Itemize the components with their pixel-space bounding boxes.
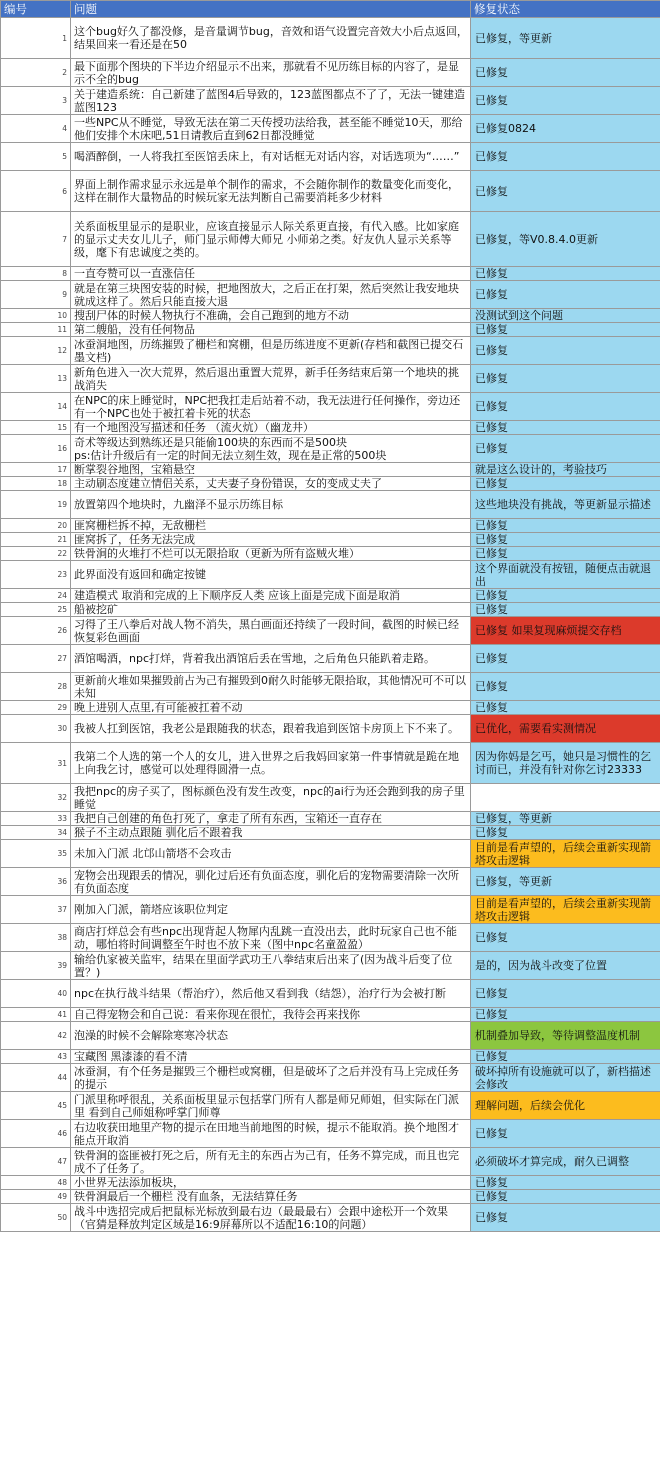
status-cell[interactable]: 已修复，等V0.8.4.0更新 — [471, 212, 660, 267]
row-number[interactable]: 17 — [1, 463, 71, 477]
status-cell[interactable]: 已修复 — [471, 365, 660, 393]
row-number[interactable]: 26 — [1, 617, 71, 645]
status-cell[interactable]: 已修复 — [471, 701, 660, 715]
row-number[interactable]: 39 — [1, 952, 71, 980]
table-row[interactable] — [1, 1050, 660, 1064]
table-row[interactable] — [1, 840, 660, 868]
issue-cell[interactable]: 自己得宠物会和自己说：看来你现在很忙，我待会再来找你 — [71, 1008, 471, 1022]
row-number[interactable]: 42 — [1, 1022, 71, 1050]
table-row[interactable] — [1, 477, 660, 491]
row-number[interactable]: 25 — [1, 603, 71, 617]
header-row — [1, 1, 660, 18]
issue-cell[interactable]: 右边收获田地里产物的提示在田地当前地图的时候，提示不能取消。换个地图才能点开取消 — [71, 1120, 471, 1148]
table-row[interactable] — [1, 309, 660, 323]
table-row[interactable] — [1, 463, 660, 477]
header-no[interactable]: 编号 — [1, 1, 71, 18]
status-cell[interactable]: 已修复 如果复现麻烦提交存档 — [471, 617, 660, 645]
issue-cell[interactable]: 就是在第三块图安装的时候，把地图放大，之后正在打架，然后突然让我安地块 就成这样了。然后只能直接大退 — [71, 281, 471, 309]
issue-cell[interactable]: 酒馆喝酒，npc打烊，背着我出酒馆后丢在雪地，之后角色只能趴着走路。 — [71, 645, 471, 673]
issue-cell[interactable]: 最下面那个图块的下半边介绍显示不出来，那就看不见历练目标的内容了，是显示不全的bug — [71, 59, 471, 87]
row-number[interactable]: 50 — [1, 1204, 71, 1232]
row-number[interactable]: 23 — [1, 561, 71, 589]
issue-cell[interactable]: 此界面没有返回和确定按键 — [71, 561, 471, 589]
table-row[interactable] — [1, 547, 660, 561]
issue-cell[interactable]: 猴子不主动点跟随 驯化后不跟着我 — [71, 826, 471, 840]
issue-cell[interactable]: 我把自己创建的角色打死了，拿走了所有东西，宝箱还一直存在 — [71, 812, 471, 826]
row-number[interactable]: 31 — [1, 743, 71, 784]
status-cell[interactable]: 已修复 — [471, 519, 660, 533]
status-cell[interactable]: 已修复 — [471, 1120, 660, 1148]
row-number[interactable]: 45 — [1, 1092, 71, 1120]
issue-cell[interactable]: 新角色进入一次大荒界，然后退出重置大荒界，新手任务结束后第一个地块的挑战消失 — [71, 365, 471, 393]
row-number[interactable]: 49 — [1, 1190, 71, 1204]
status-cell[interactable]: 已优化，需要看实测情况 — [471, 715, 660, 743]
status-cell[interactable]: 已修复 — [471, 477, 660, 491]
table-row[interactable] — [1, 1008, 660, 1022]
row-number[interactable]: 36 — [1, 868, 71, 896]
issue-cell[interactable]: 冰蚕洞地图，历练摧毁了栅栏和窝棚，但是历练进度不更新(存档和截图已提交石墨文档) — [71, 337, 471, 365]
issue-cell[interactable]: 这个bug好久了都没修，是音量调节bug，音效和语气设置完音效大小后点返回，结果回来一看还是在50 — [71, 18, 471, 59]
table-row[interactable] — [1, 1120, 660, 1148]
row-number[interactable]: 12 — [1, 337, 71, 365]
row-number[interactable]: 1 — [1, 18, 71, 59]
table-row[interactable] — [1, 952, 660, 980]
issue-cell[interactable]: 输给仇家被关监牢，结果在里面学武功王八拳结束后出来了(因为战斗后变了位置？) — [71, 952, 471, 980]
status-cell[interactable]: 已修复 — [471, 59, 660, 87]
table-row[interactable] — [1, 826, 660, 840]
issue-cell[interactable]: 我第二个人选的第一个人的女儿，进入世界之后我妈回家第一件事情就是跪在地上向我乞讨，感觉可以处理得圆滑一点。 — [71, 743, 471, 784]
issue-cell[interactable]: 小世界无法添加板块， — [71, 1176, 471, 1190]
status-cell[interactable]: 已修复，等更新 — [471, 18, 660, 59]
table-row[interactable] — [1, 896, 660, 924]
table-row[interactable] — [1, 1204, 660, 1232]
status-cell[interactable]: 已修复 — [471, 673, 660, 701]
row-number[interactable]: 24 — [1, 589, 71, 603]
table-row[interactable] — [1, 212, 660, 267]
table-row[interactable] — [1, 1092, 660, 1120]
status-cell[interactable]: 已修复0824 — [471, 115, 660, 143]
issue-cell[interactable]: 未加入门派 北邙山箭塔不会攻击 — [71, 840, 471, 868]
status-cell[interactable]: 已修复 — [471, 323, 660, 337]
table-row[interactable] — [1, 715, 660, 743]
row-number[interactable]: 3 — [1, 87, 71, 115]
row-number[interactable]: 8 — [1, 267, 71, 281]
status-cell[interactable]: 破坏掉所有设施就可以了，新档描述会修改 — [471, 1064, 660, 1092]
status-cell[interactable]: 已修复 — [471, 337, 660, 365]
row-number[interactable]: 20 — [1, 519, 71, 533]
status-cell[interactable] — [471, 784, 660, 812]
table-row[interactable] — [1, 171, 660, 212]
table-row[interactable] — [1, 1022, 660, 1050]
table-row[interactable] — [1, 435, 660, 463]
row-number[interactable]: 6 — [1, 171, 71, 212]
table-row[interactable] — [1, 980, 660, 1008]
status-cell[interactable]: 这些地块没有挑战，等更新显示描述 — [471, 491, 660, 519]
issue-cell[interactable]: 关于建造系统：自己新建了蓝图4后导致的，123蓝图都点不了了，无法一键建造蓝图123 — [71, 87, 471, 115]
table-row[interactable] — [1, 673, 660, 701]
issue-cell[interactable]: 建造模式 取消和完成的上下顺序反人类 应该上面是完成下面是取消 — [71, 589, 471, 603]
issue-cell[interactable]: 更新前火堆如果摧毁前占为己有摧毁到0耐久时能够无限拾取，其他情况可不可以未知 — [71, 673, 471, 701]
status-cell[interactable]: 已修复 — [471, 645, 660, 673]
row-number[interactable]: 11 — [1, 323, 71, 337]
row-number[interactable]: 35 — [1, 840, 71, 868]
table-row[interactable] — [1, 87, 660, 115]
status-cell[interactable]: 是的，因为战斗改变了位置 — [471, 952, 660, 980]
row-number[interactable]: 30 — [1, 715, 71, 743]
issue-cell[interactable]: 搜刮尸体的时候人物执行不准确，会自己跑到的地方不动 — [71, 309, 471, 323]
issue-cell[interactable]: 刚加入门派，箭塔应该职位判定 — [71, 896, 471, 924]
row-number[interactable]: 37 — [1, 896, 71, 924]
row-number[interactable]: 40 — [1, 980, 71, 1008]
row-number[interactable]: 21 — [1, 533, 71, 547]
issue-cell[interactable]: 一些NPC从不睡觉，导致无法在第二天传授功法给我，甚至能不睡觉10天，那给他们安排个木床吧,51日请教后直到62日都没睡觉 — [71, 115, 471, 143]
status-cell[interactable]: 已修复 — [471, 533, 660, 547]
issue-cell[interactable]: npc在执行战斗结果（帮治疗），然后他又看到我（结怨），治疗行为会被打断 — [71, 980, 471, 1008]
issue-cell[interactable]: 泡澡的时候不会解除寒寒冷状态 — [71, 1022, 471, 1050]
table-row[interactable] — [1, 812, 660, 826]
row-number[interactable]: 44 — [1, 1064, 71, 1092]
issue-cell[interactable]: 主动刷态度建立情侣关系，丈夫妻子身份错误，女的变成丈夫了 — [71, 477, 471, 491]
table-row[interactable] — [1, 337, 660, 365]
row-number[interactable]: 5 — [1, 143, 71, 171]
issue-cell[interactable]: 放置第四个地块时，九幽泽不显示历练目标 — [71, 491, 471, 519]
status-cell[interactable]: 就是这么设计的，考验技巧 — [471, 463, 660, 477]
table-row[interactable] — [1, 743, 660, 784]
row-number[interactable]: 48 — [1, 1176, 71, 1190]
issue-cell[interactable]: 船被挖矿 — [71, 603, 471, 617]
table-row[interactable] — [1, 1176, 660, 1190]
status-cell[interactable]: 因为你妈是乞丐，她只是习惯性的乞讨而已，并没有针对你乞讨23333 — [471, 743, 660, 784]
row-number[interactable]: 27 — [1, 645, 71, 673]
row-number[interactable]: 29 — [1, 701, 71, 715]
status-cell[interactable]: 已修复 — [471, 267, 660, 281]
status-cell[interactable]: 已修复 — [471, 1176, 660, 1190]
issue-cell[interactable]: 铁骨涧最后一个栅栏 没有血条，无法结算任务 — [71, 1190, 471, 1204]
table-row[interactable] — [1, 561, 660, 589]
row-number[interactable]: 18 — [1, 477, 71, 491]
row-number[interactable]: 33 — [1, 812, 71, 826]
table-row[interactable] — [1, 143, 660, 171]
row-number[interactable]: 9 — [1, 281, 71, 309]
issue-cell[interactable]: 有一个地图没写描述和任务 （流火炕）（幽龙井） — [71, 421, 471, 435]
status-cell[interactable]: 目前是看声望的，后续会重新实现箭塔攻击逻辑 — [471, 840, 660, 868]
issue-cell[interactable]: 匪窝拆了，任务无法完成 — [71, 533, 471, 547]
issue-cell[interactable]: 我把npc的房子买了，图标颜色没有发生改变，npc的ai行为还会跑到我的房子里睡觉 — [71, 784, 471, 812]
row-number[interactable]: 10 — [1, 309, 71, 323]
status-cell[interactable]: 理解问题，后续会优化 — [471, 1092, 660, 1120]
status-cell[interactable]: 已修复 — [471, 281, 660, 309]
table-row[interactable] — [1, 784, 660, 812]
table-row[interactable] — [1, 868, 660, 896]
table-body — [1, 18, 660, 1232]
row-number[interactable]: 32 — [1, 784, 71, 812]
table-row[interactable] — [1, 924, 660, 952]
status-cell[interactable]: 已修复 — [471, 826, 660, 840]
status-cell[interactable]: 已修复 — [471, 547, 660, 561]
table-row[interactable] — [1, 323, 660, 337]
issue-cell[interactable]: 战斗中选招完成后把鼠标光标放到最右边（最最最右）会跟中途松开一个效果（官猜是释放判定区域是16:9屏幕所以不适配16:10的问题） — [71, 1204, 471, 1232]
status-cell[interactable]: 已修复 — [471, 924, 660, 952]
table-row[interactable] — [1, 701, 660, 715]
table-row[interactable] — [1, 645, 660, 673]
issue-cell[interactable]: 宝藏图 黑漆漆的看不清 — [71, 1050, 471, 1064]
table-row[interactable] — [1, 1148, 660, 1176]
table-row[interactable] — [1, 617, 660, 645]
issue-cell[interactable]: 喝酒醉倒，一人将我扛至医馆丢床上，有对话框无对话内容，对话选项为“……” — [71, 143, 471, 171]
table-row[interactable] — [1, 115, 660, 143]
status-cell[interactable]: 已修复 — [471, 603, 660, 617]
issue-cell[interactable]: 我被人扛到医馆，我老公是跟随我的状态，跟着我追到医馆卡房顶上下不来了。 — [71, 715, 471, 743]
issue-cell[interactable]: 一直夸赞可以一直涨信任 — [71, 267, 471, 281]
row-number[interactable]: 14 — [1, 393, 71, 421]
table-row[interactable] — [1, 519, 660, 533]
row-number[interactable]: 7 — [1, 212, 71, 267]
status-cell[interactable]: 这个界面就没有按钮，随便点击就退出 — [471, 561, 660, 589]
issue-cell[interactable]: 奇术等级达到熟练还是只能偷100块的东西而不是500块 ps:估计升级后有一定的时间无法立刻生效，现在是正常的500块 — [71, 435, 471, 463]
table-row[interactable] — [1, 421, 660, 435]
row-number[interactable]: 46 — [1, 1120, 71, 1148]
status-cell[interactable]: 已修复 — [471, 1008, 660, 1022]
issue-cell[interactable]: 习得了王八拳后对战人物不消失，黑白画面还持续了一段时间，截图的时候已经恢复彩色画面 — [71, 617, 471, 645]
table-row[interactable] — [1, 1064, 660, 1092]
status-cell[interactable]: 已修复 — [471, 143, 660, 171]
row-number[interactable]: 15 — [1, 421, 71, 435]
table-row[interactable] — [1, 281, 660, 309]
row-number[interactable]: 28 — [1, 673, 71, 701]
table-row[interactable] — [1, 533, 660, 547]
status-cell[interactable]: 已修复 — [471, 1050, 660, 1064]
issue-cell[interactable]: 商店打烊总会有些npc出现背起人物犀内乱跳一直没出去，此时玩家自己也不能动，哪怕将时间调整至午时也不放下来（图中npc名童盈盈） — [71, 924, 471, 952]
table-row[interactable] — [1, 603, 660, 617]
status-cell[interactable]: 已修复 — [471, 1204, 660, 1232]
issue-cell[interactable]: 第二艘船，没有任何物品 — [71, 323, 471, 337]
table-row[interactable] — [1, 267, 660, 281]
row-number[interactable]: 38 — [1, 924, 71, 952]
status-cell[interactable]: 已修复 — [471, 1190, 660, 1204]
issue-cell[interactable]: 在NPC的床上睡觉时，NPC把我扛走后站着不动，我无法进行任何操作，旁边还有一个NPC也处于被扛着卡死的状态 — [71, 393, 471, 421]
row-number[interactable]: 16 — [1, 435, 71, 463]
issue-cell[interactable]: 晚上进别人点里,有可能被扛着不动 — [71, 701, 471, 715]
row-number[interactable]: 2 — [1, 59, 71, 87]
issue-cell[interactable]: 门派里称呼很乱，关系面板里显示包括掌门所有人都是师兄师姐，但实际在门派里 看到自己师姐称呼掌门师尊 — [71, 1092, 471, 1120]
issue-cell[interactable]: 断掌裂谷地图，宝箱悬空 — [71, 463, 471, 477]
status-cell[interactable]: 已修复 — [471, 980, 660, 1008]
status-cell[interactable]: 机制叠加导致，等待调整温度机制 — [471, 1022, 660, 1050]
table-row[interactable] — [1, 59, 660, 87]
status-cell[interactable]: 已修复 — [471, 435, 660, 463]
status-cell[interactable]: 目前是看声望的，后续会重新实现箭塔攻击逻辑 — [471, 896, 660, 924]
table-row[interactable] — [1, 365, 660, 393]
status-cell[interactable]: 已修复，等更新 — [471, 812, 660, 826]
row-number[interactable]: 34 — [1, 826, 71, 840]
row-number[interactable]: 41 — [1, 1008, 71, 1022]
status-cell[interactable]: 已修复 — [471, 393, 660, 421]
table-row[interactable] — [1, 18, 660, 59]
row-number[interactable]: 19 — [1, 491, 71, 519]
status-cell[interactable]: 已修复，等更新 — [471, 868, 660, 896]
table-row[interactable] — [1, 393, 660, 421]
table-row[interactable] — [1, 589, 660, 603]
status-cell[interactable]: 已修复 — [471, 421, 660, 435]
row-number[interactable]: 13 — [1, 365, 71, 393]
header-issue[interactable]: 问题 — [71, 1, 471, 18]
row-number[interactable]: 4 — [1, 115, 71, 143]
status-cell[interactable]: 已修复 — [471, 171, 660, 212]
issue-cell[interactable]: 铁骨涧的火堆打不烂可以无限拾取（更新为所有盗贼火堆） — [71, 547, 471, 561]
issue-cell[interactable]: 关系面板里显示的是职业，应该直接显示人际关系更直接，有代入感。比如家庭的显示丈夫女儿儿子，师门显示师傅大师兄 小师弟之类。好友仇人显示关系等级，麾下有忠诚度之类的。 — [71, 212, 471, 267]
issue-cell[interactable]: 铁骨涧的盗匪被打死之后，所有无主的东西占为己有，任务不算完成，而且也完成不了任务了。 — [71, 1148, 471, 1176]
status-cell[interactable]: 已修复 — [471, 87, 660, 115]
table-row[interactable] — [1, 1190, 660, 1204]
row-number[interactable]: 22 — [1, 547, 71, 561]
header-status[interactable]: 修复状态 — [471, 1, 660, 18]
status-cell[interactable]: 已修复 — [471, 589, 660, 603]
status-cell[interactable]: 必须破坏才算完成，耐久已调整 — [471, 1148, 660, 1176]
table-row[interactable] — [1, 491, 660, 519]
issue-cell[interactable]: 匪窝栅栏拆不掉，无敌栅栏 — [71, 519, 471, 533]
issue-cell[interactable]: 宠物会出现跟丢的情况，驯化过后还有负面态度，驯化后的宠物需要清除一次所有负面态度 — [71, 868, 471, 896]
row-number[interactable]: 47 — [1, 1148, 71, 1176]
issue-cell[interactable]: 冰蚕洞，有个任务是摧毁三个栅栏或窝棚，但是破坏了之后并没有马上完成任务的提示 — [71, 1064, 471, 1092]
row-number[interactable]: 43 — [1, 1050, 71, 1064]
issue-cell[interactable]: 界面上制作需求显示永远是单个制作的需求，不会随你制作的数量变化而变化，这样在制作大量物品的时候玩家无法判断自己需要消耗多少材料 — [71, 171, 471, 212]
status-cell[interactable]: 没测试到这个问题 — [471, 309, 660, 323]
